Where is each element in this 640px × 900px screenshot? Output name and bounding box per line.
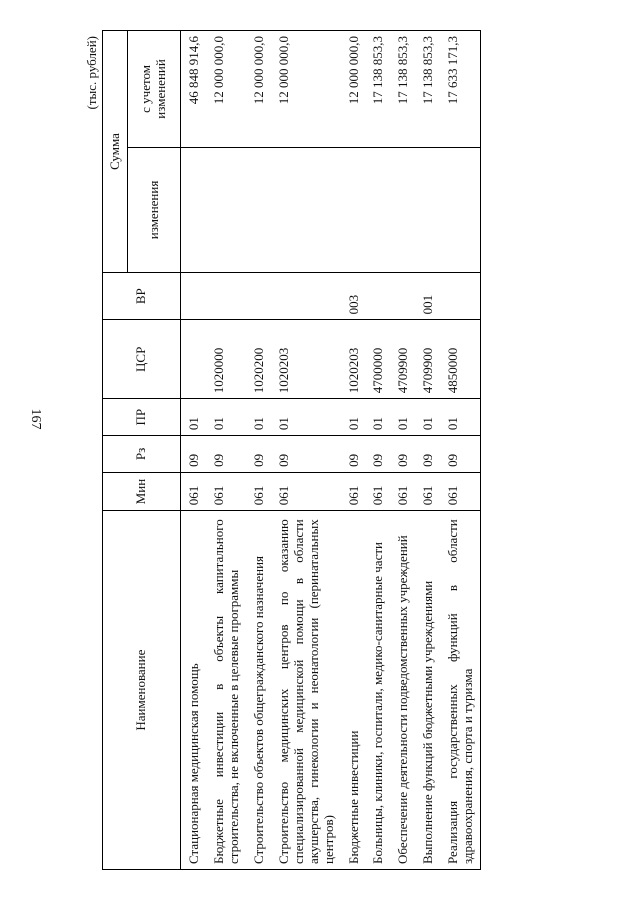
cell-pr: 01 bbox=[365, 399, 390, 436]
cell-rz: 09 bbox=[206, 436, 246, 473]
cell-name: Выполнение функций бюджетными учреждениями bbox=[415, 511, 440, 870]
cell-csr: 4850000 bbox=[440, 320, 480, 399]
cell-rz: 09 bbox=[341, 436, 366, 473]
cell-csr: 4709900 bbox=[390, 320, 415, 399]
table-row bbox=[246, 31, 271, 870]
cell-min: 061 bbox=[206, 472, 246, 510]
cell-min: 061 bbox=[390, 472, 415, 510]
document-sheet bbox=[60, 30, 640, 864]
header-min: Мин bbox=[103, 472, 181, 510]
cell-pr: 01 bbox=[206, 399, 246, 436]
cell-pr: 01 bbox=[271, 399, 341, 436]
cell-pr: 01 bbox=[181, 399, 206, 436]
cell-csr bbox=[181, 320, 206, 399]
cell-vr: 003 bbox=[341, 273, 366, 320]
cell-change bbox=[181, 147, 206, 272]
cell-pr: 01 bbox=[341, 399, 366, 436]
cell-rz: 09 bbox=[440, 436, 480, 473]
cell-vr bbox=[365, 273, 390, 320]
header-sum: Сумма bbox=[103, 31, 128, 273]
cell-name: Бюджетные инвестиции bbox=[341, 511, 366, 870]
cell-change bbox=[440, 147, 480, 272]
cell-change bbox=[271, 147, 341, 272]
table-row bbox=[415, 31, 440, 870]
table-row bbox=[440, 31, 480, 870]
cell-change bbox=[390, 147, 415, 272]
cell-name: Бюджетные инвестиции в объекты капитального строительства, не включенные в целевые программы bbox=[206, 511, 246, 870]
rotated-table-area bbox=[80, 30, 600, 870]
cell-vr bbox=[440, 273, 480, 320]
cell-name: Строительство объектов общегражданского назначения bbox=[246, 511, 271, 870]
cell-vr bbox=[390, 273, 415, 320]
table-body bbox=[181, 31, 481, 870]
header-vr: ВР bbox=[103, 273, 181, 320]
table-row bbox=[206, 31, 246, 870]
cell-csr: 1020203 bbox=[271, 320, 341, 399]
cell-total: 12 000 000,0 bbox=[246, 31, 271, 148]
unit-note: (тыс. рублей) bbox=[84, 36, 99, 110]
cell-change bbox=[415, 147, 440, 272]
cell-pr: 01 bbox=[390, 399, 415, 436]
cell-rz: 09 bbox=[390, 436, 415, 473]
cell-min: 061 bbox=[181, 472, 206, 510]
cell-min: 061 bbox=[365, 472, 390, 510]
cell-name: Стационарная медицинская помощь bbox=[181, 511, 206, 870]
cell-pr: 01 bbox=[415, 399, 440, 436]
cell-csr: 4709900 bbox=[415, 320, 440, 399]
cell-min: 061 bbox=[341, 472, 366, 510]
cell-csr: 1020203 bbox=[341, 320, 366, 399]
header-pr: ПР bbox=[103, 399, 181, 436]
table-row bbox=[271, 31, 341, 870]
cell-name: Строительство медицинских центров по оказанию специализированной медицинской помощи в области акушерства, гинекологии и неонатологии (перинатальных центров) bbox=[271, 511, 341, 870]
table-row bbox=[365, 31, 390, 870]
cell-vr bbox=[271, 273, 341, 320]
cell-vr bbox=[181, 273, 206, 320]
header-name: Наименование bbox=[103, 511, 181, 870]
cell-rz: 09 bbox=[181, 436, 206, 473]
cell-rz: 09 bbox=[246, 436, 271, 473]
cell-total: 12 000 000,0 bbox=[271, 31, 341, 148]
header-change: изменения bbox=[128, 147, 181, 272]
header-csr: ЦСР bbox=[103, 320, 181, 399]
table-row bbox=[181, 31, 206, 870]
cell-min: 061 bbox=[271, 472, 341, 510]
cell-name: Обеспечение деятельности подведомственных учреждений bbox=[390, 511, 415, 870]
cell-min: 061 bbox=[440, 472, 480, 510]
cell-total: 12 000 000,0 bbox=[341, 31, 366, 148]
cell-rz: 09 bbox=[365, 436, 390, 473]
cell-rz: 09 bbox=[271, 436, 341, 473]
cell-total: 17 633 171,3 bbox=[440, 31, 480, 148]
page-number: 167 bbox=[28, 408, 43, 430]
cell-total: 46 848 914,6 bbox=[181, 31, 206, 148]
cell-pr: 01 bbox=[440, 399, 480, 436]
cell-total: 17 138 853,3 bbox=[390, 31, 415, 148]
cell-min: 061 bbox=[246, 472, 271, 510]
cell-name: Реализация государственных функций в области здравоохранения, спорта и туризма bbox=[440, 511, 480, 870]
cell-change bbox=[206, 147, 246, 272]
cell-change bbox=[246, 147, 271, 272]
budget-table bbox=[102, 30, 481, 870]
cell-vr: 001 bbox=[415, 273, 440, 320]
cell-csr: 1020200 bbox=[246, 320, 271, 399]
cell-vr bbox=[246, 273, 271, 320]
table-row bbox=[390, 31, 415, 870]
cell-change bbox=[341, 147, 366, 272]
cell-total: 17 138 853,3 bbox=[415, 31, 440, 148]
cell-min: 061 bbox=[415, 472, 440, 510]
cell-total: 17 138 853,3 bbox=[365, 31, 390, 148]
cell-rz: 09 bbox=[415, 436, 440, 473]
cell-csr: 4700000 bbox=[365, 320, 390, 399]
cell-pr: 01 bbox=[246, 399, 271, 436]
header-rz: Рз bbox=[103, 436, 181, 473]
table-header bbox=[103, 31, 181, 870]
cell-total: 12 000 000,0 bbox=[206, 31, 246, 148]
header-with-changes: с учетом изменений bbox=[128, 31, 181, 148]
cell-csr: 1020000 bbox=[206, 320, 246, 399]
cell-vr bbox=[206, 273, 246, 320]
cell-change bbox=[365, 147, 390, 272]
cell-name: Больницы, клиники, госпитали, медико-санитарные части bbox=[365, 511, 390, 870]
table-row bbox=[341, 31, 366, 870]
